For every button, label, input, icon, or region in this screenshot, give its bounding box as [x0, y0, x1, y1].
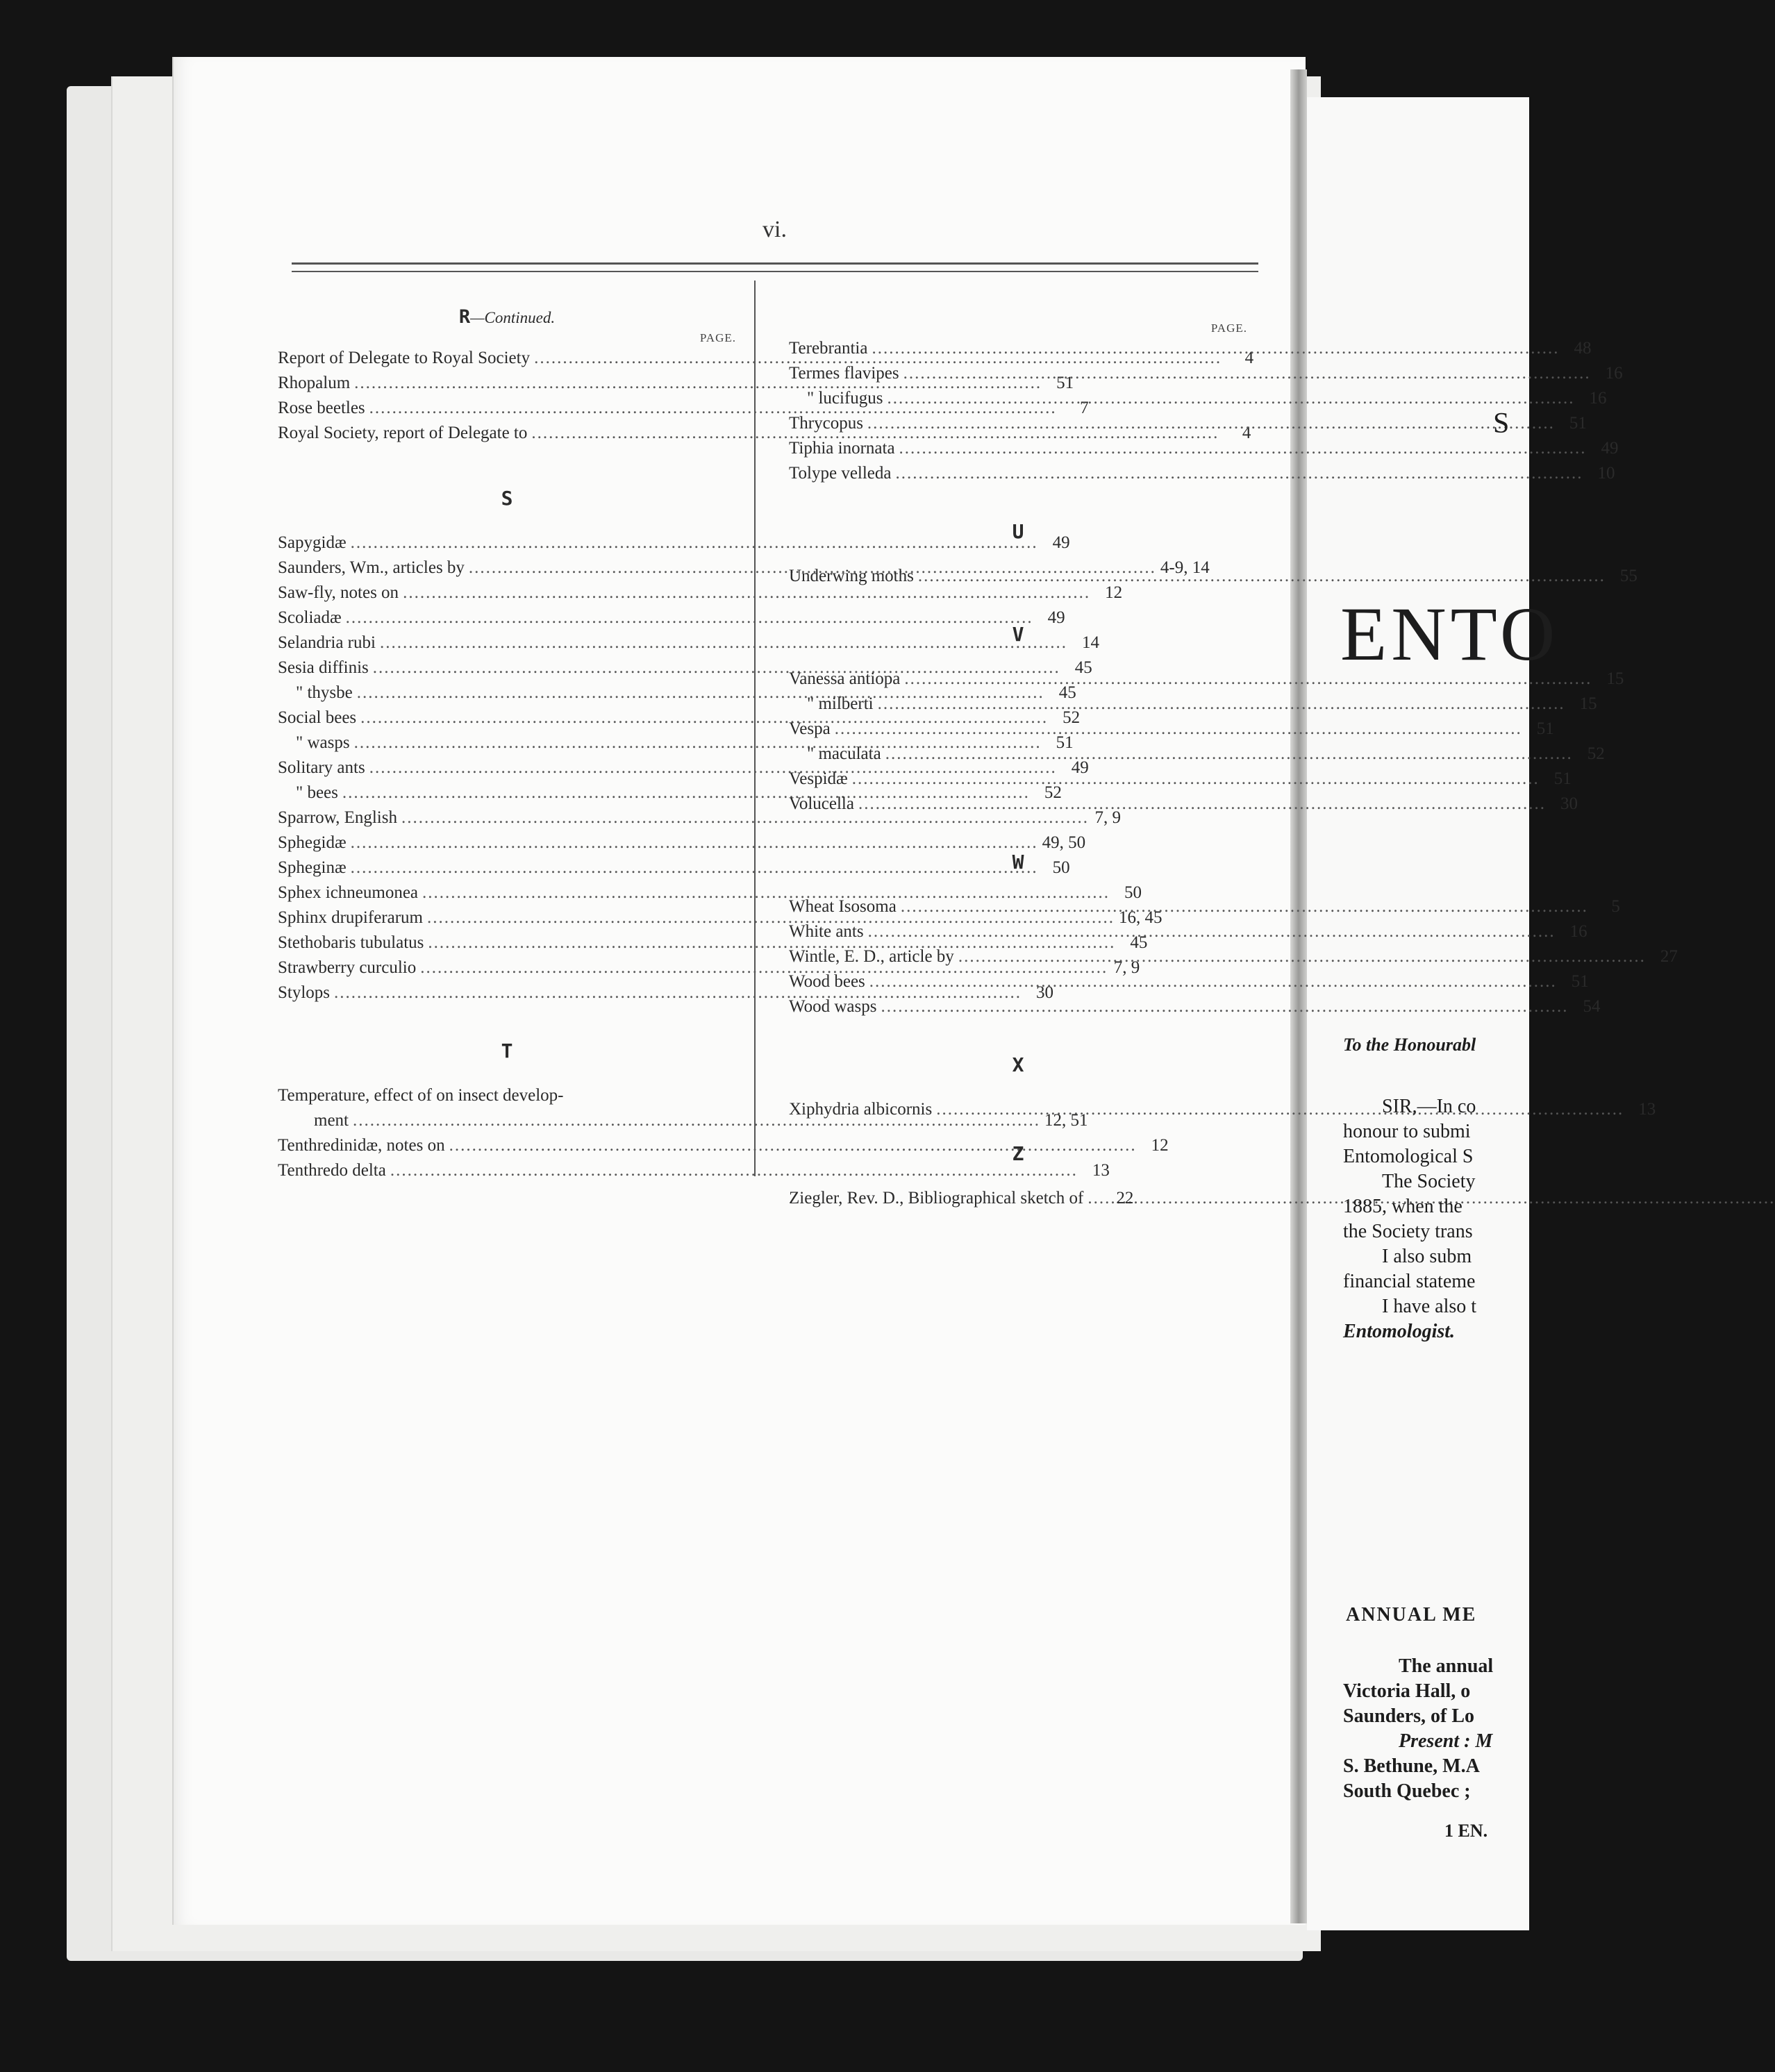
index-entry: Scoliadæ ..... 49: [278, 605, 736, 630]
section-heading-r: R—Continued.: [458, 306, 556, 328]
index-entry: Sapygidæ ..... 49: [278, 530, 736, 555]
section-letter-w: W: [1012, 851, 1024, 874]
index-entry: " wasps ..... 51: [278, 730, 736, 755]
index-entry: Vanessa antiopa ..... 15: [789, 667, 1247, 692]
section-letter-s: S: [501, 487, 513, 510]
index-entry: Sesia diffinis ..... 45: [278, 655, 736, 680]
page-number: vi.: [762, 217, 787, 242]
index-entry: Sparrow, English ..... 7, 9: [278, 805, 736, 830]
facing-section-heading: ANNUAL ME: [1346, 1604, 1477, 1626]
section-letter-v: V: [1012, 623, 1024, 646]
index-entry: Volucella ..... 30: [789, 792, 1247, 817]
index-entry: Spheginæ ..... 50: [278, 855, 736, 880]
index-entry: Thrycopus ..... 51: [789, 411, 1247, 436]
index-entry: Wheat Isosoma ..... 5: [789, 894, 1247, 919]
facing-signature-mark: 1 EN.: [1444, 1821, 1488, 1841]
header-rule: [292, 262, 1258, 265]
index-entry: " thysbe ..... 45: [278, 680, 736, 705]
index-entry: Sphex ichneumonea ..... 50: [278, 880, 736, 905]
index-entry: Tenthredinidæ, notes on ..... 12: [278, 1133, 736, 1158]
page-column-label: PAGE.: [699, 331, 736, 344]
facing-address: To the Honourabl: [1343, 1035, 1476, 1055]
index-entry: Rhopalum ..... 51: [278, 371, 736, 396]
index-entry: Terebrantia ..... 48: [789, 336, 1247, 361]
index-entry: Royal Society, report of Delegate to ..... 4: [278, 421, 736, 446]
index-entry: Rose beetles ..... 7: [278, 396, 736, 421]
index-entry: Wood wasps ..... 54: [789, 994, 1247, 1019]
index-entry: Tolype velleda ..... 10: [789, 461, 1247, 486]
index-entry: Saw-fly, notes on ..... 12: [278, 580, 736, 605]
page-column-label: PAGE.: [1210, 321, 1247, 335]
section-letter-t: T: [501, 1039, 513, 1062]
index-entry: Vespa ..... 51: [789, 717, 1247, 742]
index-entry: Wood bees ..... 51: [789, 969, 1247, 994]
header-rule-thin: [292, 271, 1258, 272]
facing-heading-fragment: S: [1493, 408, 1510, 440]
index-entry: Underwing moths ..... 55: [789, 564, 1247, 589]
facing-paragraph: SIR,—In co honour to submi Entomological S The Society 1885, when the the Society trans I also subm financial stateme I have also t Entomologist.: [1343, 1096, 1477, 1342]
facing-title-fragment: ENTO: [1340, 592, 1560, 676]
section-letter-z: Z: [1012, 1142, 1024, 1165]
index-entry: " maculata ..... 52: [789, 742, 1247, 767]
index-entry: Termes flavipes ..... 16: [789, 361, 1247, 386]
index-entry: Sphinx drupiferarum ..... 16, 45: [278, 905, 736, 930]
index-entry: Temperature, effect of on insect develop-: [278, 1086, 564, 1105]
section-letter-x: X: [1012, 1053, 1024, 1076]
index-entry: Ziegler, Rev. D., Bibliographical sketch of ..... 22: [789, 1186, 1247, 1211]
index-entry: Tenthredo delta ..... 13: [278, 1158, 736, 1183]
index-entry: White ants ..... 16: [789, 919, 1247, 944]
index-entry: Wintle, E. D., article by ..... 27: [789, 944, 1247, 969]
index-entry: Xiphydria albicornis ..... 13: [789, 1097, 1247, 1122]
index-entry: " milberti ..... 15: [789, 692, 1247, 717]
index-entry: Solitary ants ..... 49: [278, 755, 736, 780]
section-letter-u: U: [1012, 520, 1024, 543]
index-entry: Social bees ..... 52: [278, 705, 736, 730]
index-entry: Selandria rubi ..... 14: [278, 630, 736, 655]
index-entry: Stylops ..... 30: [278, 980, 736, 1005]
index-entry: Strawberry curculio ..... 7, 9: [278, 955, 736, 980]
index-entry: Report of Delegate to Royal Society ..... 4: [278, 346, 736, 371]
index-entry: Stethobaris tubulatus ..... 45: [278, 930, 736, 955]
index-entry: Tiphia inornata ..... 49: [789, 436, 1247, 461]
facing-meeting-paragraph: The annual Victoria Hall, o Saunders, of Lo Present : M S. Bethune, M.A South Quebec ;: [1343, 1655, 1494, 1802]
index-entry: Saunders, Wm., articles by ..... 4-9, 14: [278, 555, 736, 580]
index-entry: Vespidæ ..... 51: [789, 767, 1247, 792]
index-entry: Sphegidæ ..... 49, 50: [278, 830, 736, 855]
index-entry: " lucifugus ..... 16: [789, 386, 1247, 411]
index-entry: " bees ..... 52: [278, 780, 736, 805]
index-entry: ment ..... 12, 51: [278, 1108, 736, 1133]
